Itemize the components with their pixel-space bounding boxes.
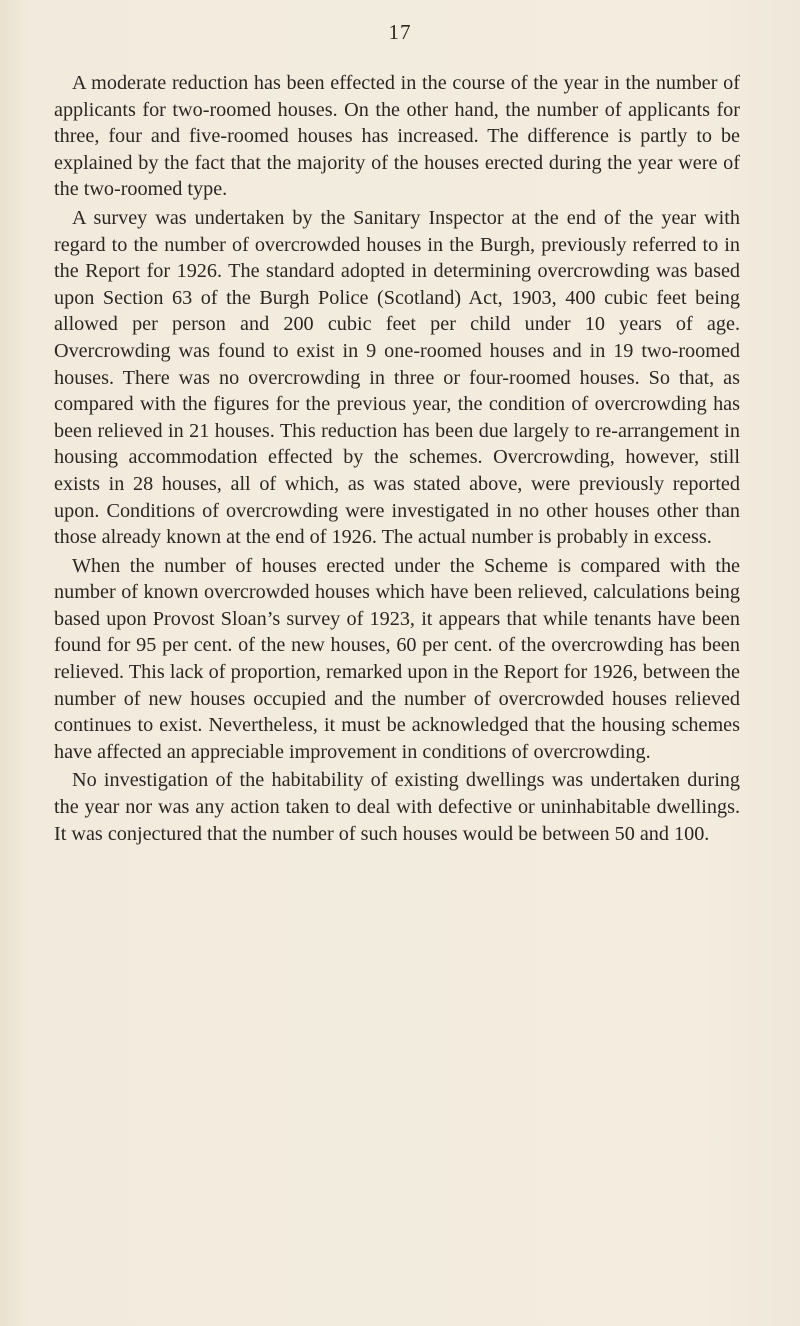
- paragraph-habitability: No investigation of the habitability of existing dwellings was undertaken during the year nor was any action taken to deal with defective or uninhabitable dwellings. It was conjectured that the number of such houses would be between 50 and 100.: [54, 769, 740, 845]
- body-text: [54, 70, 740, 849]
- paragraph-applicants: A moderate reduction has been effected in the course of the year in the number of applicants for two-roomed houses. On the other hand, the number of applicants for three, four and five-roomed houses has increased. The difference is partly to be explained by the fact that the majority of the houses erected during the year were of the two-roomed type.: [54, 72, 740, 201]
- page-number: 17: [388, 20, 412, 44]
- paragraph-houses-relieved: When the number of houses erected under the Scheme is compared with the number of known overcrowded houses which have been relieved, calculations being based upon Provost Sloan’s survey of 1923, it appears that while tenants have been found for 95 per cent. of the new houses, 60 per cent. of the overcrowding has been relieved. This lack of proportion, remarked upon in the Report for 1926, between the number of new houses occupied and the number of overcrowded houses relieved continues to exist. Nevertheless, it must be acknowledged that the housing schemes have affected an appreciable improvement in conditions of overcrowding.: [54, 554, 740, 763]
- paragraph-overcrowding-survey: A survey was undertaken by the Sanitary Inspector at the end of the year with regard to the number of overcrowded houses in the Burgh, previously referred to in the Report for 1926. The standard adopted in determining overcrowding was based upon Section 63 of the Burgh Police (Scotland) Act, 1903, 400 cubic feet being allowed per person and 200 cubic feet per child under 10 years of age. Overcrowding was found to exist in 9 one-roomed houses and in 19 two-roomed houses. There was no overcrowding in three or four-roomed houses. So that, as compared with the figures for the previous year, the condition of overcrowding has been relieved in 21 houses. This reduction has been due largely to re-arrangement in housing accommodation effected by the schemes. Overcrowding, however, still exists in 28 houses, all of which, as was stated above, were previously reported upon. Conditions of overcrowding were investigated in no other houses other than those already known at the end of 1926. The actual number is probably in excess.: [54, 206, 740, 549]
